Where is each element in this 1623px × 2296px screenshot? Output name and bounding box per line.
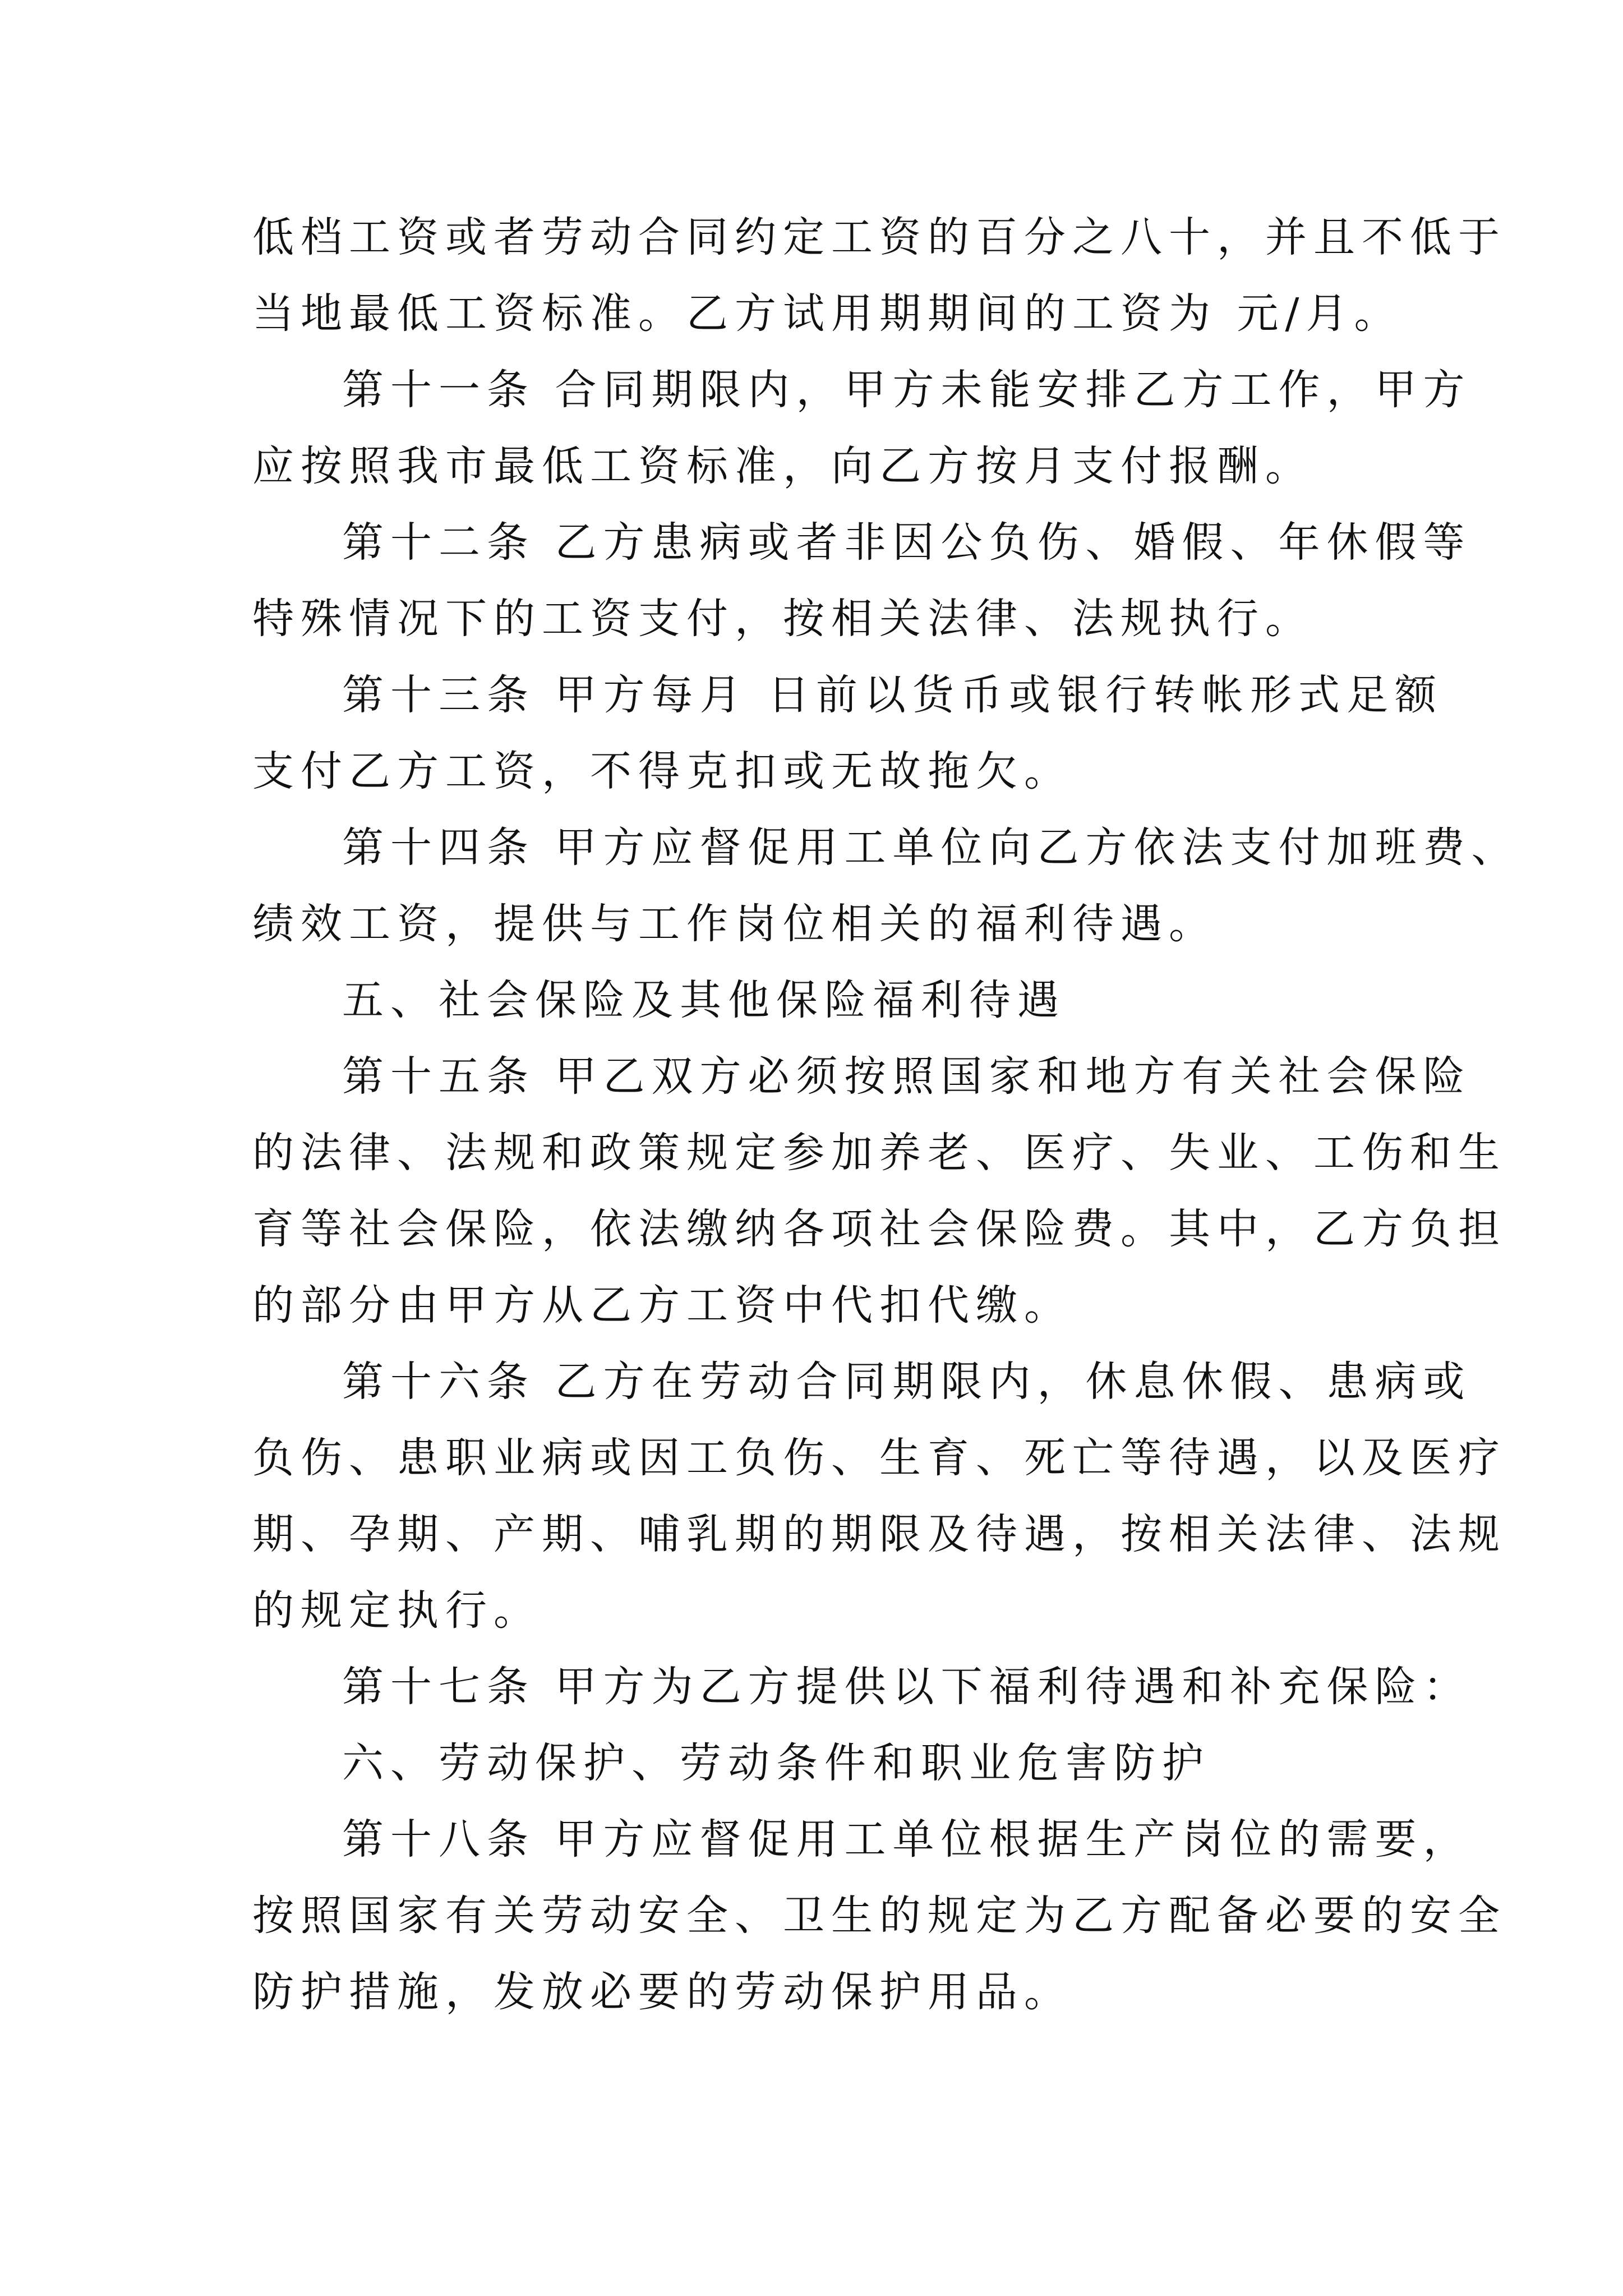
- text-line: 的部分由甲方从乙方工资中代扣代缴。: [252, 1281, 1072, 1329]
- article-12: 第十二条 乙方患病或者非因公负伤、婚假、年休假等: [342, 518, 1472, 567]
- text-line: 育等社会保险，依法缴纳各项社会保险费。其中，乙方负担: [252, 1205, 1506, 1253]
- text-line: 的规定执行。: [252, 1586, 542, 1635]
- text-line: 的法律、法规和政策规定参加养老、医疗、失业、工伤和生: [252, 1129, 1506, 1177]
- article-17: 第十七条 甲方为乙方提供以下福利待遇和补充保险：: [342, 1663, 1472, 1711]
- text-line: 支付乙方工资，不得克扣或无故拖欠。: [252, 747, 1072, 795]
- text-line: 当地最低工资标准。乙方试用期期间的工资为 元/月。: [252, 289, 1403, 338]
- text-line: 绩效工资，提供与工作岗位相关的福利待遇。: [252, 900, 1217, 948]
- text-line: 特殊情况下的工资支付，按相关法律、法规执行。: [252, 595, 1313, 643]
- text-line: 低档工资或者劳动合同约定工资的百分之八十，并且不低于: [252, 213, 1506, 261]
- article-16: 第十六条 乙方在劳动合同期限内，休息休假、患病或: [342, 1358, 1472, 1406]
- text-line: 防护措施，发放必要的劳动保护用品。: [252, 1968, 1072, 2016]
- section-heading-social-insurance: 五、社会保险及其他保险福利待遇: [342, 976, 1066, 1024]
- article-13: 第十三条 甲方每月 日前以货币或银行转帐形式足额: [342, 671, 1444, 719]
- article-14: 第十四条 甲方应督促用工单位向乙方依法支付加班费、: [342, 823, 1520, 872]
- article-18: 第十八条 甲方应督促用工单位根据生产岗位的需要，: [342, 1815, 1472, 1864]
- text-line: 期、孕期、产期、哺乳期的期限及待遇，按相关法律、法规: [252, 1510, 1506, 1558]
- document-body: [252, 199, 1520, 2030]
- text-line: 按照国家有关劳动安全、卫生的规定为乙方配备必要的安全: [252, 1892, 1506, 1940]
- article-11: 第十一条 合同期限内，甲方未能安排乙方工作，甲方: [342, 366, 1472, 414]
- text-line: 负伤、患职业病或因工负伤、生育、死亡等待遇，以及医疗: [252, 1434, 1506, 1482]
- section-heading-labor-protection: 六、劳动保护、劳动条件和职业危害防护: [342, 1739, 1210, 1787]
- article-15: 第十五条 甲乙双方必须按照国家和地方有关社会保险: [342, 1052, 1472, 1101]
- text-line: 应按照我市最低工资标准，向乙方按月支付报酬。: [252, 442, 1313, 490]
